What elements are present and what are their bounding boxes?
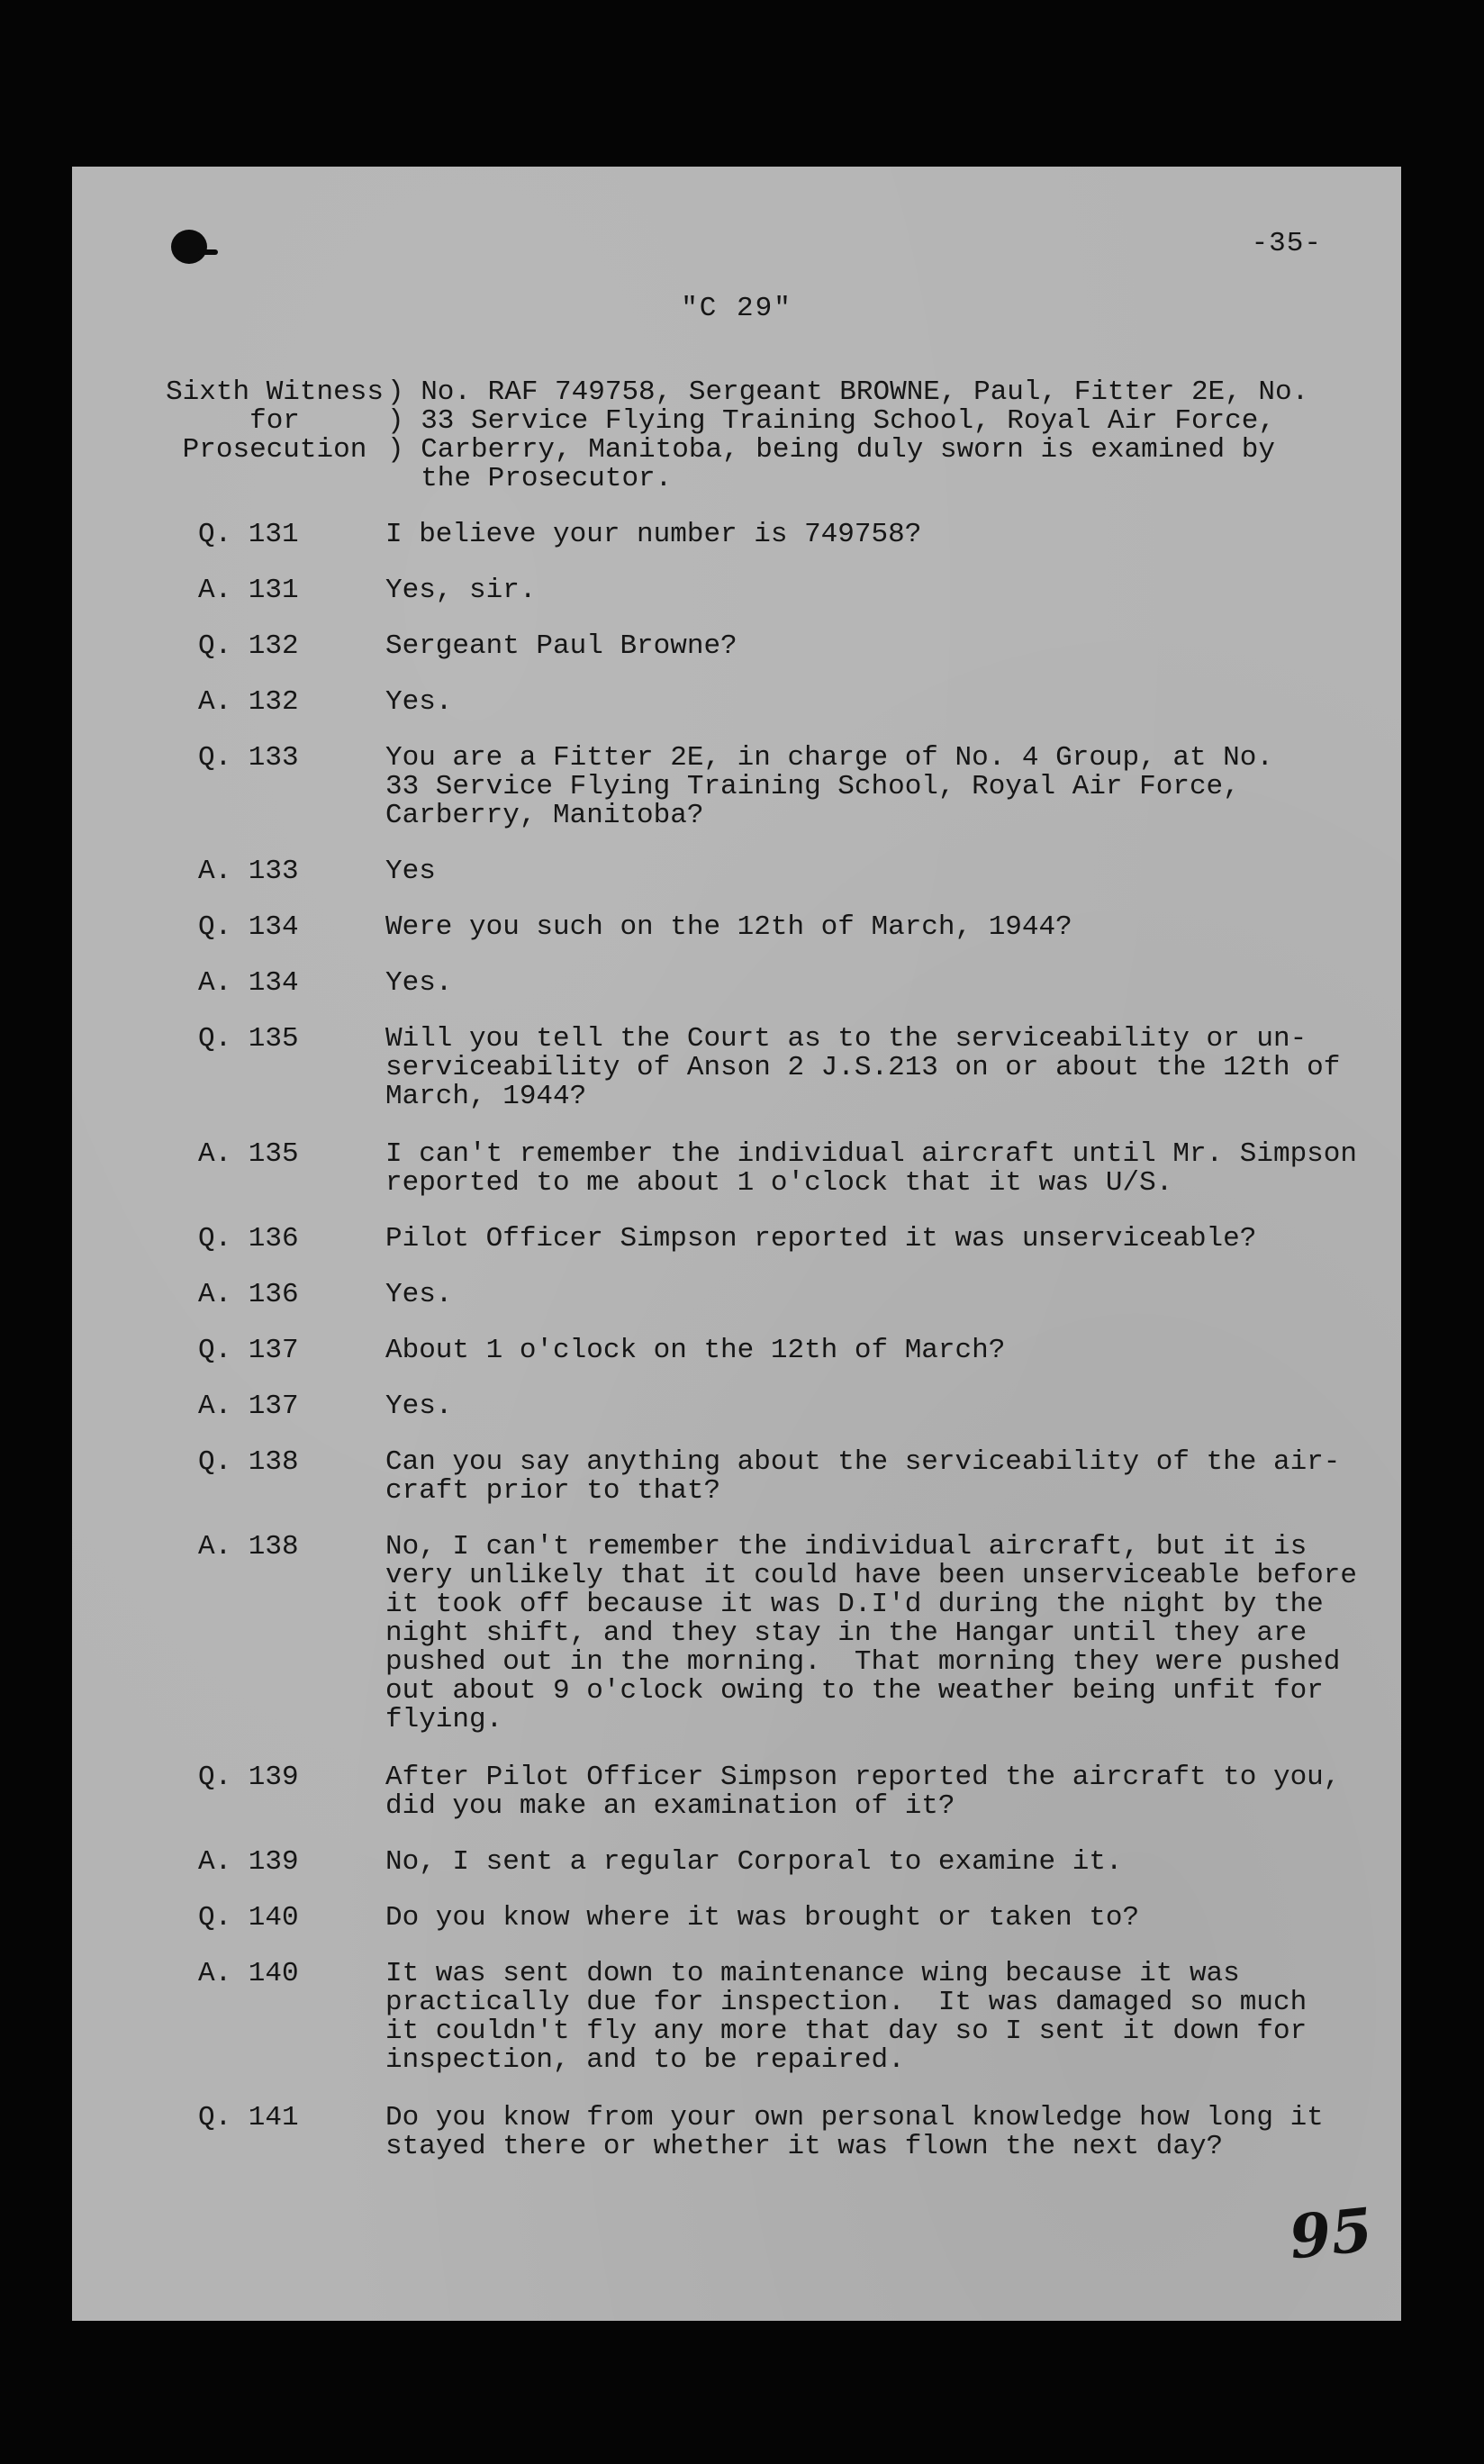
testimony-exchange (198, 1848, 1396, 1877)
exchange-text: Yes. (385, 686, 453, 718)
exchange-text: It was sent down to maintenance wing because it was practically due for inspection. It was damaged so much it couldn't fly any more that day so I sent it down for inspection, and to be repaired. (385, 1958, 1308, 2076)
exchange-text: Do you know where it was brought or taken to? (385, 1902, 1140, 1934)
testimony-exchange (198, 521, 1396, 549)
testimony-exchange (198, 1960, 1396, 2075)
exchange-label: A. 138 (198, 1531, 299, 1563)
testimony-exchange (198, 688, 1396, 717)
handwritten-folio-mark: 95 (1286, 2194, 1376, 2273)
exchange-label: A. 131 (198, 575, 299, 606)
testimony-exchange (198, 1904, 1396, 1933)
testimony-exchange (198, 744, 1396, 830)
exchange-label: Q. 138 (198, 1446, 299, 1478)
exchange-label: Q. 140 (198, 1902, 299, 1934)
testimony-exchange (198, 969, 1396, 998)
testimony-exchange (198, 576, 1396, 605)
exchange-text: You are a Fitter 2E, in charge of No. 4 Group, at No. 33 Service Flying Training School, Royal Air Force, Carberry, Manitoba? (385, 742, 1273, 831)
exchange-label: Q. 137 (198, 1335, 299, 1366)
exchange-label: Q. 139 (198, 1762, 299, 1793)
exchange-text: Were you such on the 12th of March, 1944? (385, 911, 1072, 943)
exhibit-reference: "C 29" (681, 293, 792, 324)
testimony-list (198, 521, 1396, 2161)
witness-label (162, 378, 387, 465)
testimony-exchange (198, 1392, 1396, 1421)
testimony-exchange (198, 913, 1396, 942)
exchange-text: I can't remember the individual aircraft until Mr. Simpson reported to me about 1 o'clock that it was U/S. (385, 1138, 1357, 1199)
exchange-text: Yes. (385, 967, 453, 999)
punch-hole (171, 230, 207, 264)
testimony-exchange (198, 1763, 1396, 1821)
exchange-label: A. 133 (198, 856, 299, 887)
punch-hole-tear (198, 249, 218, 255)
testimony-exchange (198, 1281, 1396, 1309)
exchange-text: About 1 o'clock on the 12th of March? (385, 1335, 1006, 1366)
exchange-label: Q. 131 (198, 519, 299, 550)
testimony-exchange (198, 1448, 1396, 1506)
exchange-text: Yes, sir. (385, 575, 537, 606)
exchange-label: Q. 135 (198, 1023, 299, 1055)
exchange-label: A. 140 (198, 1958, 299, 1989)
testimony-exchange (198, 2104, 1396, 2161)
exchange-label: A. 137 (198, 1391, 299, 1422)
exchange-text: No, I can't remember the individual aircraft, but it is very unlikely that it could have been unserviceable before it took off because it was D.I'd during the night by the night shift, and they stay in the Hangar until they are pushed out in the morning. That morning they were pushed out about 9 o'clock owing to the weather being unfit for flying. (385, 1531, 1357, 1735)
exchange-text: Yes. (385, 1279, 453, 1310)
document-page (72, 167, 1401, 2321)
exchange-label: A. 135 (198, 1138, 299, 1170)
exchange-label: Q. 132 (198, 630, 299, 662)
exchange-text: Can you say anything about the serviceability of the air- craft prior to that? (385, 1446, 1341, 1507)
testimony-exchange (198, 1533, 1396, 1735)
exchange-text: Do you know from your own personal knowledge how long it stayed there or whether it was flown the next day? (385, 2102, 1324, 2162)
exchange-label: Q. 141 (198, 2102, 299, 2133)
exchange-label: A. 134 (198, 967, 299, 999)
exchange-label: Q. 134 (198, 911, 299, 943)
exchange-text: No, I sent a regular Corporal to examine it. (385, 1846, 1123, 1878)
testimony-exchange (198, 1225, 1396, 1254)
witness-label-text: Sixth Witness for Prosecution (166, 376, 384, 466)
exchange-text: Sergeant Paul Browne? (385, 630, 737, 662)
exchange-text: Pilot Officer Simpson reported it was unserviceable? (385, 1223, 1257, 1255)
exchange-text: After Pilot Officer Simpson reported the aircraft to you, did you make an examination of it? (385, 1762, 1341, 1822)
testimony-exchange (198, 1336, 1396, 1365)
testimony-exchange (198, 857, 1396, 886)
testimony-exchange (198, 1025, 1396, 1111)
exchange-label: A. 132 (198, 686, 299, 718)
exchange-text: Will you tell the Court as to the serviceability or un- serviceability of Anson 2 J.S.213 on or about the 12th of March, 1944? (385, 1023, 1341, 1112)
exchange-text: Yes. (385, 1391, 453, 1422)
witness-introduction: ) No. RAF 749758, Sergeant BROWNE, Paul, Fitter 2E, No. ) 33 Service Flying Training School, Royal Air Force, ) Carberry, Manitoba, being duly sworn is examined by the Prosecutor. (387, 376, 1309, 494)
testimony-exchange (198, 632, 1396, 661)
exchange-label: Q. 136 (198, 1223, 299, 1255)
exchange-label: A. 139 (198, 1846, 299, 1878)
exchange-text: I believe your number is 749758? (385, 519, 922, 550)
exchange-label: Q. 133 (198, 742, 299, 774)
testimony-exchange (198, 1140, 1396, 1198)
exchange-label: A. 136 (198, 1279, 299, 1310)
page-number: -35- (1251, 228, 1322, 259)
exchange-text: Yes (385, 856, 436, 887)
